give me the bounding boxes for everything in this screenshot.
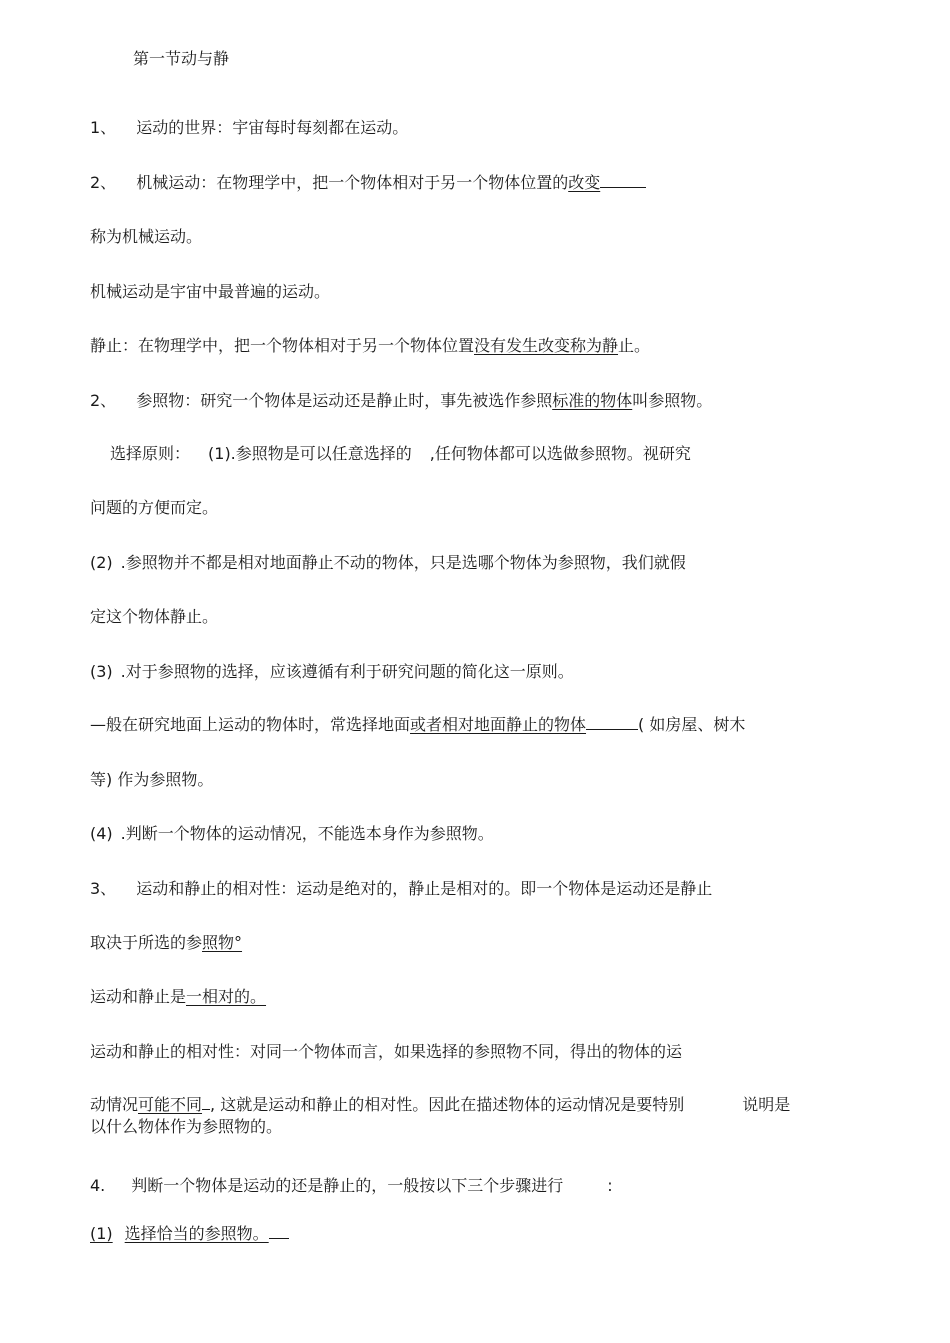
item-number: (2)	[90, 553, 113, 572]
step-1	[90, 1223, 289, 1245]
paragraph-text: ,任何物体都可以选做参照物。视研究	[429, 444, 691, 463]
paragraph-text: 选择原则：	[110, 444, 191, 463]
paragraph-text: .对于参照物的选择，应该遵循有利于研究问题的简化这一原则。	[120, 662, 574, 681]
paragraph-text: .参照物并不都是相对地面静止不动的物体，只是选哪个物体为参照物，我们就假	[120, 553, 686, 572]
principle-4	[90, 823, 494, 845]
underlined-answer: 没有发生改变称为静	[474, 336, 619, 355]
paragraph-line	[90, 1094, 790, 1116]
paragraph-text: (1).参照物是可以任意选择的	[208, 444, 412, 463]
paragraph-line	[90, 932, 242, 954]
principle-3	[90, 661, 574, 683]
paragraph-line: 运动和静止的相对性：对同一个物体而言，如果选择的参照物不同，得出的物体的运	[90, 1042, 683, 1061]
underlined-answer: 可能不同	[138, 1095, 203, 1114]
paragraph-line: 等) 作为参照物。	[90, 770, 214, 789]
answer-blank	[269, 1224, 289, 1239]
paragraph-line: 定这个物体静止。	[90, 607, 219, 626]
underlined-answer: 一相对的。	[186, 987, 267, 1006]
paragraph-line: 问题的方便而定。	[90, 498, 219, 517]
paragraph-2	[90, 172, 646, 194]
paragraph-text: 止。	[618, 336, 651, 355]
paragraph-text: 参照物：研究一个物体是运动还是静止时，事先被选作参照	[136, 391, 553, 410]
item-number: 2、	[90, 391, 117, 410]
paragraph-steps	[90, 1175, 613, 1197]
item-number: (1)	[90, 1224, 113, 1243]
paragraph-text: 说明是	[742, 1095, 791, 1114]
item-number: (3)	[90, 662, 113, 681]
paragraph-text: .判断一个物体的运动情况，不能选本身作为参照物。	[120, 824, 494, 843]
underlined-answer: 改变	[568, 173, 601, 192]
paragraph-line: 以什么物体作为参照物的。	[90, 1117, 283, 1136]
paragraph-text: ( 如房屋、树木	[638, 715, 746, 734]
underlined-answer: 选择恰当的参照物。	[124, 1224, 269, 1243]
answer-blank	[202, 1095, 210, 1110]
paragraph-text: 动情况	[90, 1095, 139, 1114]
paragraph-text: 取决于所选的参	[90, 933, 203, 952]
underlined-answer: 标准的物体	[552, 391, 633, 410]
paragraph-line: 机械运动是宇宙中最普遍的运动。	[90, 282, 331, 301]
paragraph-text: :	[607, 1176, 613, 1195]
page-title: 第一节动与静	[133, 49, 230, 68]
paragraph-text: 运动和静止是	[90, 987, 187, 1006]
paragraph-1	[90, 117, 408, 139]
principle-2	[90, 552, 686, 574]
paragraph-line: 称为机械运动。	[90, 227, 203, 246]
paragraph-text: , 这就是运动和静止的相对性。因此在描述物体的运动情况是要特别	[210, 1095, 685, 1114]
paragraph-relativity	[90, 878, 712, 900]
paragraph-reference	[90, 390, 712, 412]
paragraph-ground	[90, 714, 745, 736]
paragraph-static	[90, 335, 650, 357]
item-number: 3、	[90, 879, 117, 898]
underlined-answer: 照物°	[202, 933, 243, 952]
paragraph-text: 叫参照物。	[632, 391, 713, 410]
paragraph-text: —般在研究地面上运动的物体时，常选择地面	[90, 715, 411, 734]
paragraph-line	[90, 986, 266, 1008]
answer-blank	[600, 173, 646, 188]
item-number: 2、	[90, 173, 117, 192]
underlined-answer: 或者相对地面静止的物体	[410, 715, 587, 734]
paragraph-text: 运动和静止的相对性：运动是绝对的，静止是相对的。即一个物体是运动还是静止	[136, 879, 713, 898]
paragraph-text: 判断一个物体是运动的还是静止的，一般按以下三个步骤进行	[131, 1176, 564, 1195]
paragraph-text: 机械运动：在物理学中，把一个物体相对于另一个物体位置的	[136, 173, 569, 192]
selection-principle	[110, 443, 691, 465]
paragraph-text: 运动的世界：宇宙每时每刻都在运动。	[136, 118, 409, 137]
paragraph-text: 静止：在物理学中，把一个物体相对于另一个物体位置	[90, 336, 475, 355]
answer-blank	[586, 715, 638, 730]
item-number: (4)	[90, 824, 113, 843]
item-number: 1、	[90, 118, 117, 137]
item-number: 4.	[90, 1176, 106, 1195]
